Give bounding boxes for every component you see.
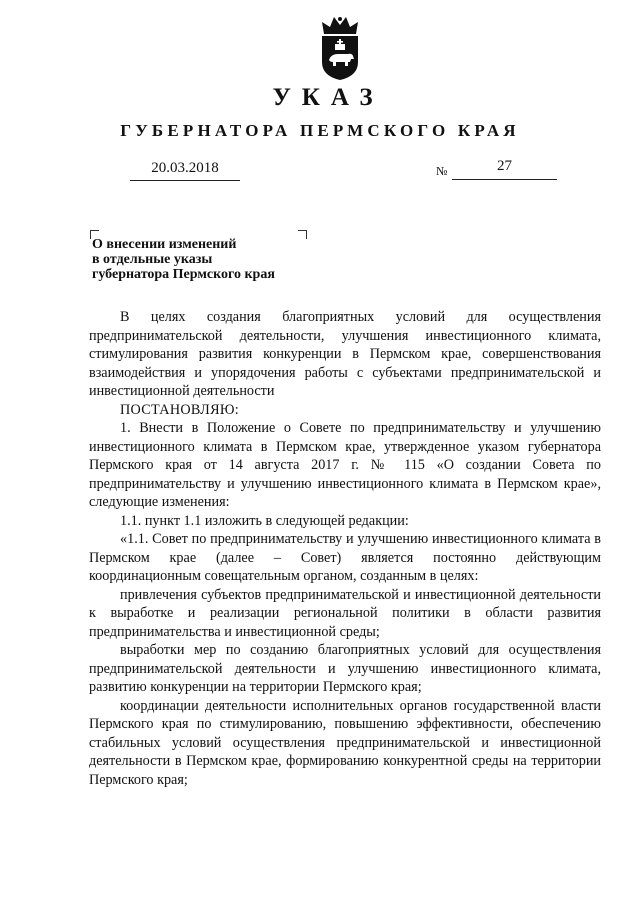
decree-date: 20.03.2018: [130, 160, 240, 181]
body-paragraph: 1.1. пункт 1.1 изложить в следующей редакции:: [120, 512, 409, 529]
preamble-paragraph: В целях создания благоприятных условий для осуществления предпринимательской деятельности, улучшения инвестиционного климата, стимулирования развития конкуренции в Пермском крае, совершенствования взаимодействия и упорядочения работы с субъектами предпринимательской и инвестиционной деятельности: [89, 309, 601, 399]
document-body: [89, 308, 601, 789]
body-paragraph: 1. Внести в Положение о Совете по предпринимательству и улучшению инвестиционного климата в Пермском крае, утвержденное указом губернатора Пермского края от 14 августа 2017 г. № 115 «О создании Совета по предпринимательству и улучшению инвестиционного климата в Пермском крае», следующие изменения:: [89, 420, 601, 510]
body-paragraph: координации деятельности исполнительных органов государственной власти Пермского края по стимулированию, повышению эффективности, обеспечению стабильных условий осуществления предпринимательской и инвестиционной деятельности в Пермском крае, формированию конкурентной среды на территории Пермского края;: [89, 697, 601, 788]
body-paragraph: привлечения субъектов предпринимательской и инвестиционной деятельности к выработке и реализации региональной политики в области развития предпринимательства и инвестиционной среды;: [89, 586, 601, 640]
decree-number: 27: [452, 158, 557, 180]
decree-keyword: ПОСТАНОВЛЯЮ:: [120, 401, 239, 418]
body-paragraph: «1.1. Совет по предпринимательству и улучшению инвестиционного климата в Пермском крае (далее – Совет) является постоянно действующим координационным совещательным органом, созданным в целях:: [89, 531, 601, 584]
subject-line: в отдельные указы: [92, 252, 213, 267]
body-paragraph: выработки мер по созданию благоприятных условий для осуществления предпринимательской деятельности и улучшению инвестиционного климата, развитию конкуренции на территории Пермского края;: [89, 642, 601, 695]
number-sign: №: [436, 164, 448, 178]
document-title: УКАЗ: [272, 84, 384, 111]
document-subtitle: ГУБЕРНАТОРА ПЕРМСКОГО КРАЯ: [120, 121, 520, 140]
perm-krai-coat-of-arms-icon: [318, 14, 362, 82]
subject-line: О внесении изменений: [92, 237, 237, 252]
subject-line: губернатора Пермского края: [92, 267, 275, 282]
decree-subject: [92, 237, 332, 282]
